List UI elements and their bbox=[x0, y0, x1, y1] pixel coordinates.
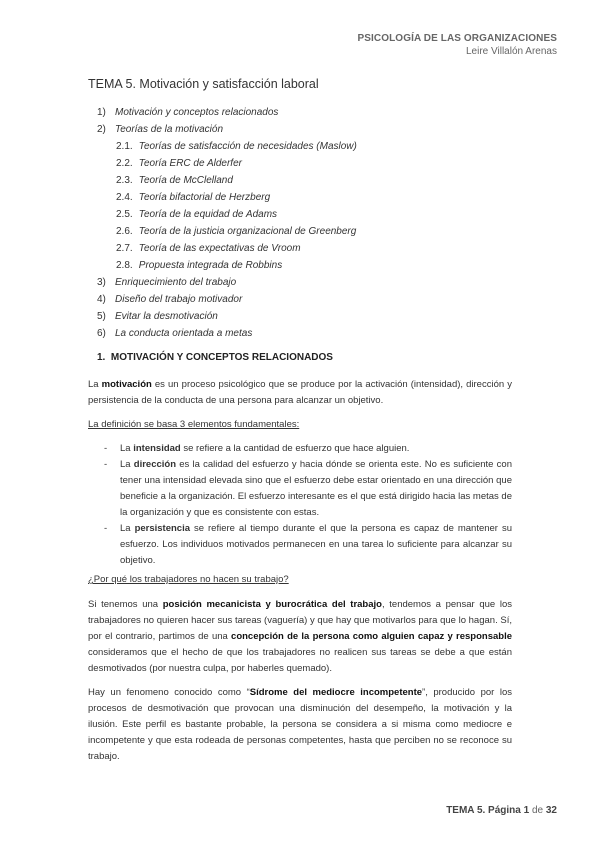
question-heading: ¿Por qué los trabajadores no hacen su trabajo? bbox=[88, 574, 289, 585]
list-item: - La dirección es la calidad del esfuerzo y hacia dónde se orienta este. No es suficiente con tener una intensidad elevada sino que el esfuerzo debe estar orientado en una dirección que beneficie a la organización. El esfuerzo interesante es el que está dirigido hacia las metas de la organización y que es consistente con estas. bbox=[104, 459, 512, 518]
toc-subitem: 2.2. Teoría ERC de Alderfer bbox=[116, 158, 242, 169]
section-heading: 1. MOTIVACIÓN Y CONCEPTOS RELACIONADOS bbox=[97, 352, 333, 363]
definition-heading: La definición se basa 3 elementos fundamentales: bbox=[88, 419, 300, 430]
toc-subitem: 2.1. Teorías de satisfacción de necesidades (Maslow) bbox=[116, 141, 357, 152]
paragraph-definition: La motivación es un proceso psicológico que se produce por la activación (intensidad), dirección y persistencia de la conducta de una persona para alcanzar un objetivo. bbox=[88, 379, 512, 406]
page-title: TEMA 5. Motivación y satisfacción laboral bbox=[88, 77, 319, 91]
toc-subitem: 2.8. Propuesta integrada de Robbins bbox=[116, 260, 283, 271]
toc-item: 1) Motivación y conceptos relacionados bbox=[97, 107, 279, 118]
toc-item: 4) Diseño del trabajo motivador bbox=[97, 294, 243, 305]
toc-item: 6) La conducta orientada a metas bbox=[97, 328, 253, 339]
paragraph-mechanicist: Si tenemos una posición mecanicista y burocrática del trabajo, tendemos a pensar que los trabajadores no quieren hacer sus tareas (vaguería) y que hay que motivarlos para que lo hagan. Sí, por el contrario, partimos de una concepción de la persona como alguien capaz y responsable consideramos que el hecho de que los trabajadores no realicen sus tareas se debe a que están desmotivados (por nuestra culpa, por haberles quemado). bbox=[88, 599, 512, 674]
toc-item: 2) Teorías de la motivación bbox=[97, 124, 224, 135]
toc-subitem: 2.5. Teoría de la equidad de Adams bbox=[116, 209, 278, 220]
toc-item: 5) Evitar la desmotivación bbox=[97, 311, 218, 322]
toc-subitem: 2.6. Teoría de la justicia organizacional de Greenberg bbox=[116, 226, 357, 237]
course-title: PSICOLOGÍA DE LAS ORGANIZACIONES bbox=[357, 33, 557, 44]
table-of-contents bbox=[97, 104, 357, 342]
toc-item: 3) Enriquecimiento del trabajo bbox=[97, 277, 237, 288]
toc-subitem: 2.4. Teoría bifactorial de Herzberg bbox=[116, 192, 271, 203]
page-total: 32 bbox=[545, 805, 557, 816]
bullet-list bbox=[104, 441, 512, 569]
page-number: 1 bbox=[523, 805, 530, 816]
page-footer: TEMA 5. Página 1 de 32 bbox=[446, 805, 557, 816]
toc-subitem: 2.3. Teoría de McClelland bbox=[116, 175, 233, 186]
list-item: - La intensidad se refiere a la cantidad de esfuerzo que hace alguien. bbox=[104, 443, 410, 454]
list-item: - La persistencia se refiere al tiempo durante el que la persona es capaz de mantener su esfuerzo. Los individuos motivados permanecen en una tarea lo suficiente para alcanzar su objetivo. bbox=[104, 523, 512, 566]
author-name: Leire Villalón Arenas bbox=[466, 46, 557, 57]
paragraph-syndrome: Hay un fenomeno conocido como “Sídrome del mediocre incompetente”, producido por los procesos de desmotivación que provocan una disminución del desempeño, la motivación y la ilusión. Este perfil es bastante probable, la persona se considera a si misma como mediocre e incompetente y que esta rodeada de personas competentes, hasta que perciben no se reconoce su trabajo. bbox=[88, 687, 512, 762]
toc-subitem: 2.7. Teoría de las expectativas de Vroom bbox=[116, 243, 301, 254]
page-header bbox=[357, 33, 557, 57]
